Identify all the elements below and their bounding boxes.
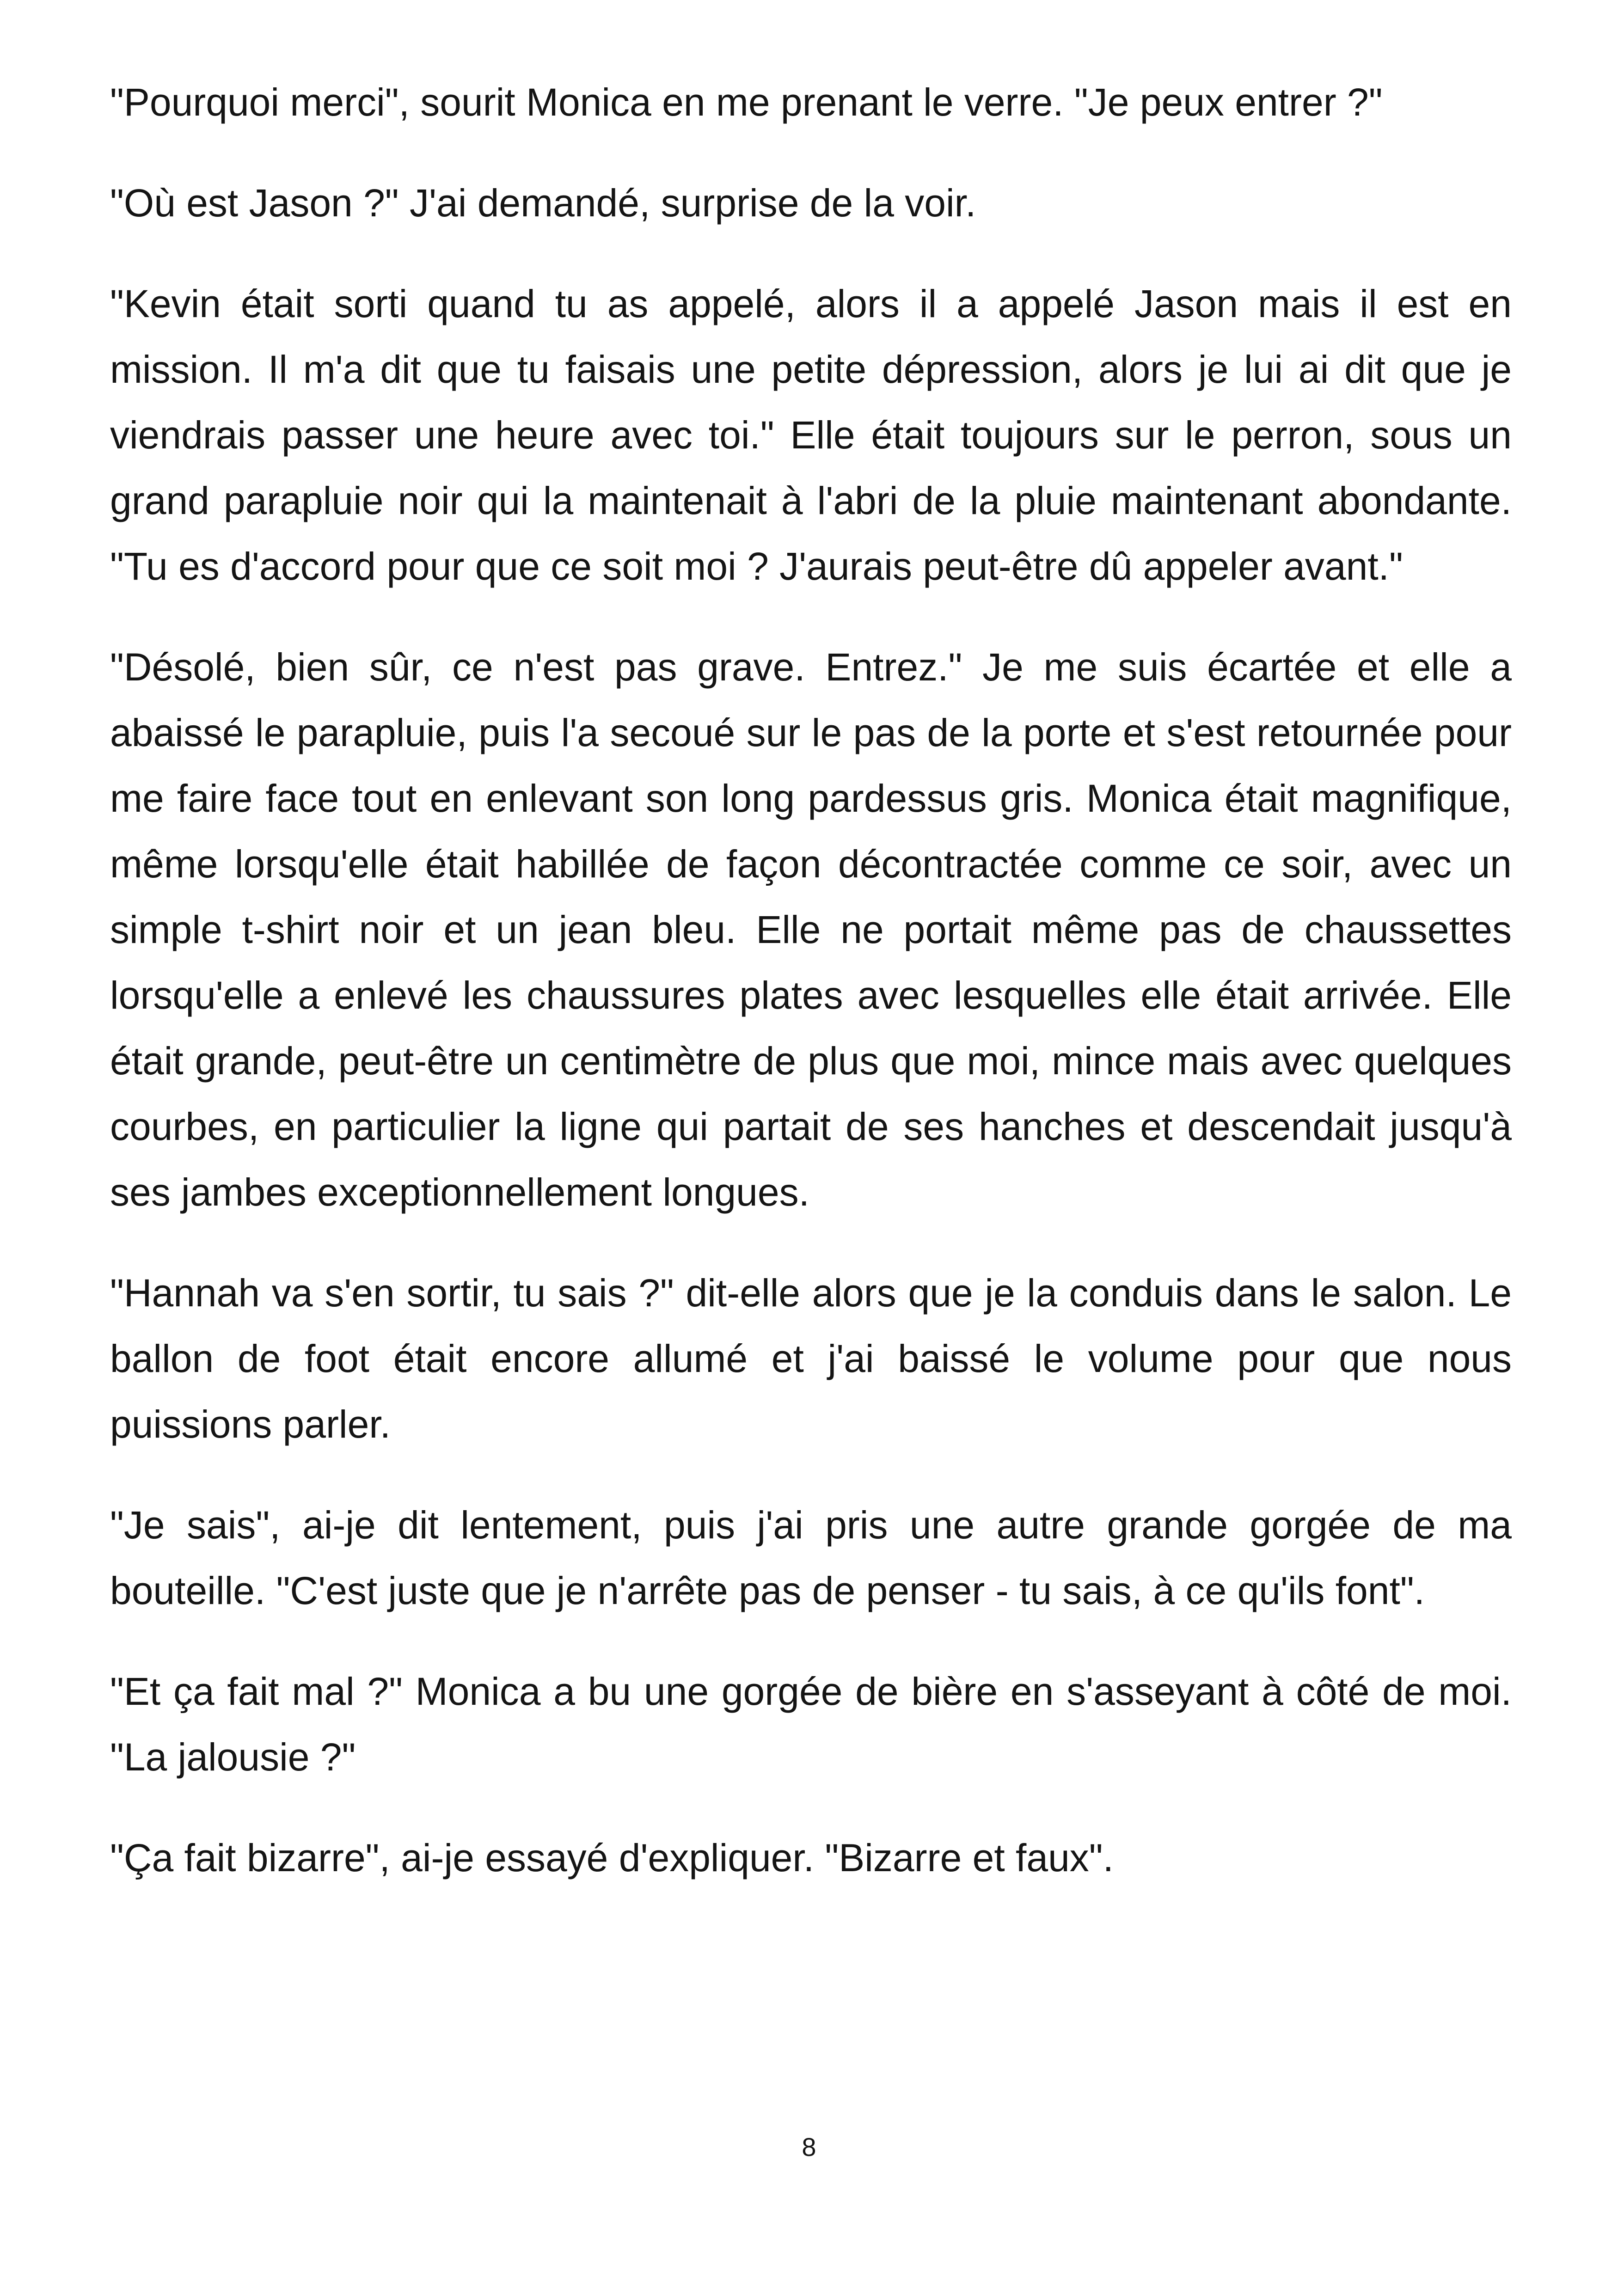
- paragraph-5: "Hannah va s'en sortir, tu sais ?" dit-elle alors que je la conduis dans le salon. Le ballon de foot était encore allumé et j'ai baissé le volume pour que nous puissions parler.: [110, 1271, 1512, 1446]
- paragraph-7: "Et ça fait mal ?" Monica a bu une gorgée de bière en s'asseyant à côté de moi. "La jalousie ?": [110, 1670, 1512, 1779]
- paragraph-8: "Ça fait bizarre", ai-je essayé d'expliquer. "Bizarre et faux".: [110, 1836, 1114, 1880]
- paragraph-2: "Où est Jason ?" J'ai demandé, surprise de la voir.: [110, 181, 976, 225]
- paragraph-4: "Désolé, bien sûr, ce n'est pas grave. Entrez." Je me suis écartée et elle a abaissé le parapluie, puis l'a secoué sur le pas de la porte et s'est retournée pour me faire face tout en enlevant son long pardessus gris. Monica était magnifique, même lorsqu'elle était habillée de façon décontractée comme ce soir, avec un simple t-shirt noir et un jean bleu. Elle ne portait même pas de chaussettes lorsqu'elle a enlevé les chaussures plates avec lesquelles elle était arrivée. Elle était grande, peut-être un centimètre de plus que moi, mince mais avec quelques courbes, en particulier la ligne qui partait de ses hanches et descendait jusqu'à ses jambes exceptionnellement longues.: [110, 645, 1512, 1214]
- body-text: [110, 69, 1512, 1926]
- paragraph-1: "Pourquoi merci", sourit Monica en me prenant le verre. "Je peux entrer ?": [110, 80, 1383, 124]
- paragraph-3: "Kevin était sorti quand tu as appelé, alors il a appelé Jason mais il est en mission. Il m'a dit que tu faisais une petite dépression, alors je lui ai dit que je viendrais passer une heure avec toi." Elle était toujours sur le perron, sous un grand parapluie noir qui la maintenait à l'abri de la pluie maintenant abondante. "Tu es d'accord pour que ce soit moi ? J'aurais peut-être dû appeler avant.": [110, 282, 1512, 588]
- page-number: 8: [802, 2132, 816, 2161]
- paragraph-6: "Je sais", ai-je dit lentement, puis j'ai pris une autre grande gorgée de ma bouteille. "C'est juste que je n'arrête pas de penser - tu sais, à ce qu'ils font".: [110, 1503, 1512, 1612]
